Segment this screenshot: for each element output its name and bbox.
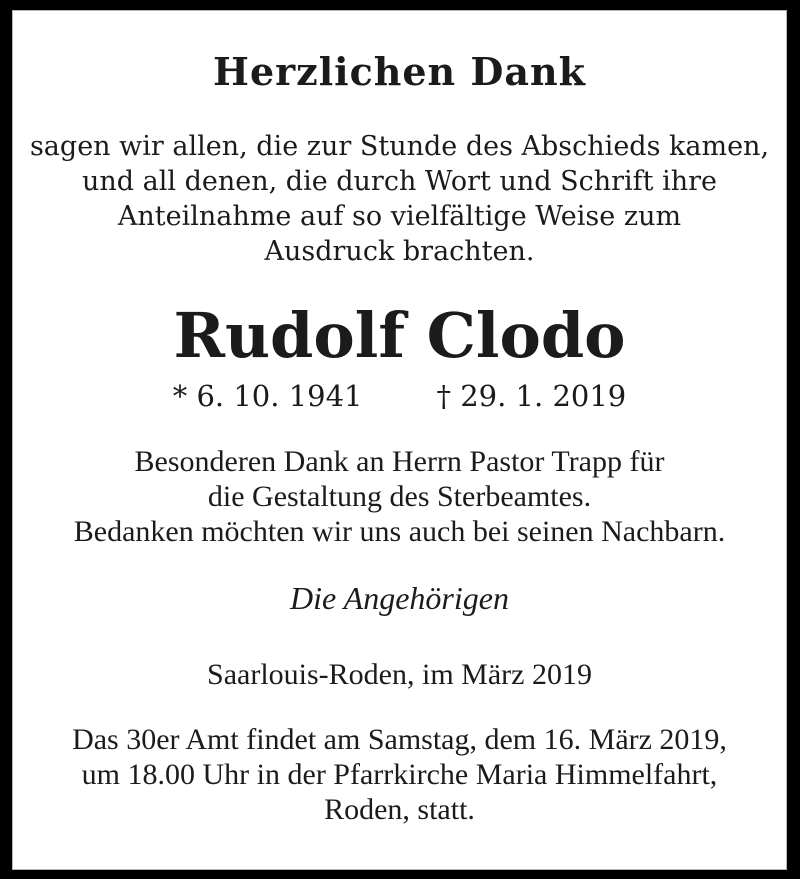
birth-date-value: 6. 10. 1941 — [196, 379, 363, 413]
memorial-service-paragraph — [13, 722, 786, 827]
deceased-name: Rudolf Clodo — [173, 299, 626, 372]
life-dates — [13, 378, 786, 414]
thanks-line: die Gestaltung des Sterbeamtes. — [207, 480, 592, 513]
service-line: Roden, statt. — [324, 793, 475, 826]
born-star-symbol: * — [172, 379, 188, 413]
service-line: Das 30er Amt findet am Samstag, dem 16. März 2019, — [72, 723, 727, 756]
thanks-line: Bedanken möchten wir uns auch bei seinen Nachbarn. — [73, 515, 726, 548]
notice-title: Herzlichen Dank — [213, 49, 586, 94]
place-and-date: Saarlouis-Roden, im März 2019 — [207, 658, 592, 691]
death-date — [437, 378, 627, 414]
family-signature: Die Angehörigen — [290, 580, 509, 616]
obituary-notice — [12, 10, 787, 870]
thanks-line: Besonderen Dank an Herrn Pastor Trapp für — [134, 445, 665, 478]
intro-line: Ausdruck brachten. — [264, 236, 535, 267]
death-date-value: 29. 1. 2019 — [460, 379, 627, 413]
intro-line: Anteilnahme auf so vielfältige Weise zum — [117, 201, 682, 232]
service-line: um 18.00 Uhr in der Pfarrkirche Maria Himmelfahrt, — [81, 758, 718, 791]
birth-date — [173, 378, 363, 414]
intro-paragraph — [13, 129, 786, 269]
intro-line: sagen wir allen, die zur Stunde des Abschieds kamen, — [29, 131, 770, 162]
death-cross-symbol: † — [436, 379, 451, 413]
intro-line: und all denen, die durch Wort und Schrift ihre — [82, 166, 717, 197]
thanks-paragraph — [13, 444, 786, 549]
